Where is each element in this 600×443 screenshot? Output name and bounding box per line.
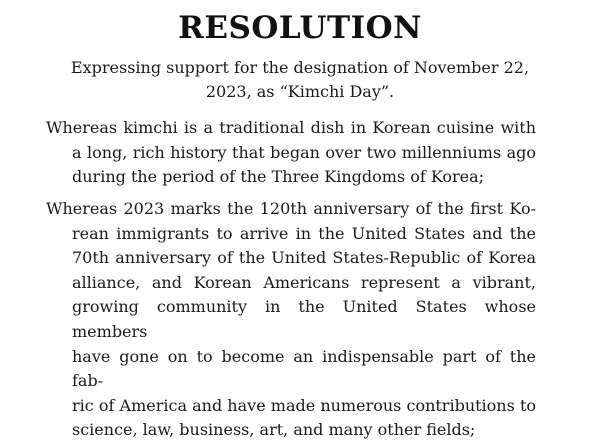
- clause-line: a long, rich history that began over two millenniums ago: [72, 142, 536, 162]
- clause-line: Whereas kimchi is a traditional dish in Korean cuisine with: [46, 118, 536, 137]
- clause-line: growing community in the United States whose members: [72, 297, 536, 341]
- subtitle-line: 2023, as “Kimchi Day”.: [205, 82, 395, 101]
- whereas-clause-1: [46, 116, 536, 190]
- subtitle-line: Expressing support for the designation of November 22,: [70, 58, 530, 77]
- clause-line: alliance, and Korean Americans represent a vibrant,: [72, 272, 536, 292]
- clause-line: Whereas 2023 marks the 120th anniversary of the first Ko-: [46, 199, 536, 218]
- clause-line: rean immigrants to arrive in the United States and the: [72, 223, 536, 243]
- resolution-title: RESOLUTION: [178, 10, 422, 46]
- whereas-clause-2: [46, 197, 536, 443]
- resolution-subtitle: [50, 56, 550, 104]
- clause-line: ric of America and have made numerous contributions to: [72, 395, 536, 415]
- clause-line: 70th anniversary of the United States-Republic of Korea: [72, 248, 536, 268]
- clause-line: science, law, business, art, and many other fields;: [72, 420, 476, 440]
- clause-line: have gone on to become an indispensable part of the fab-: [72, 346, 536, 391]
- clause-line: during the period of the Three Kingdoms of Korea;: [72, 167, 485, 187]
